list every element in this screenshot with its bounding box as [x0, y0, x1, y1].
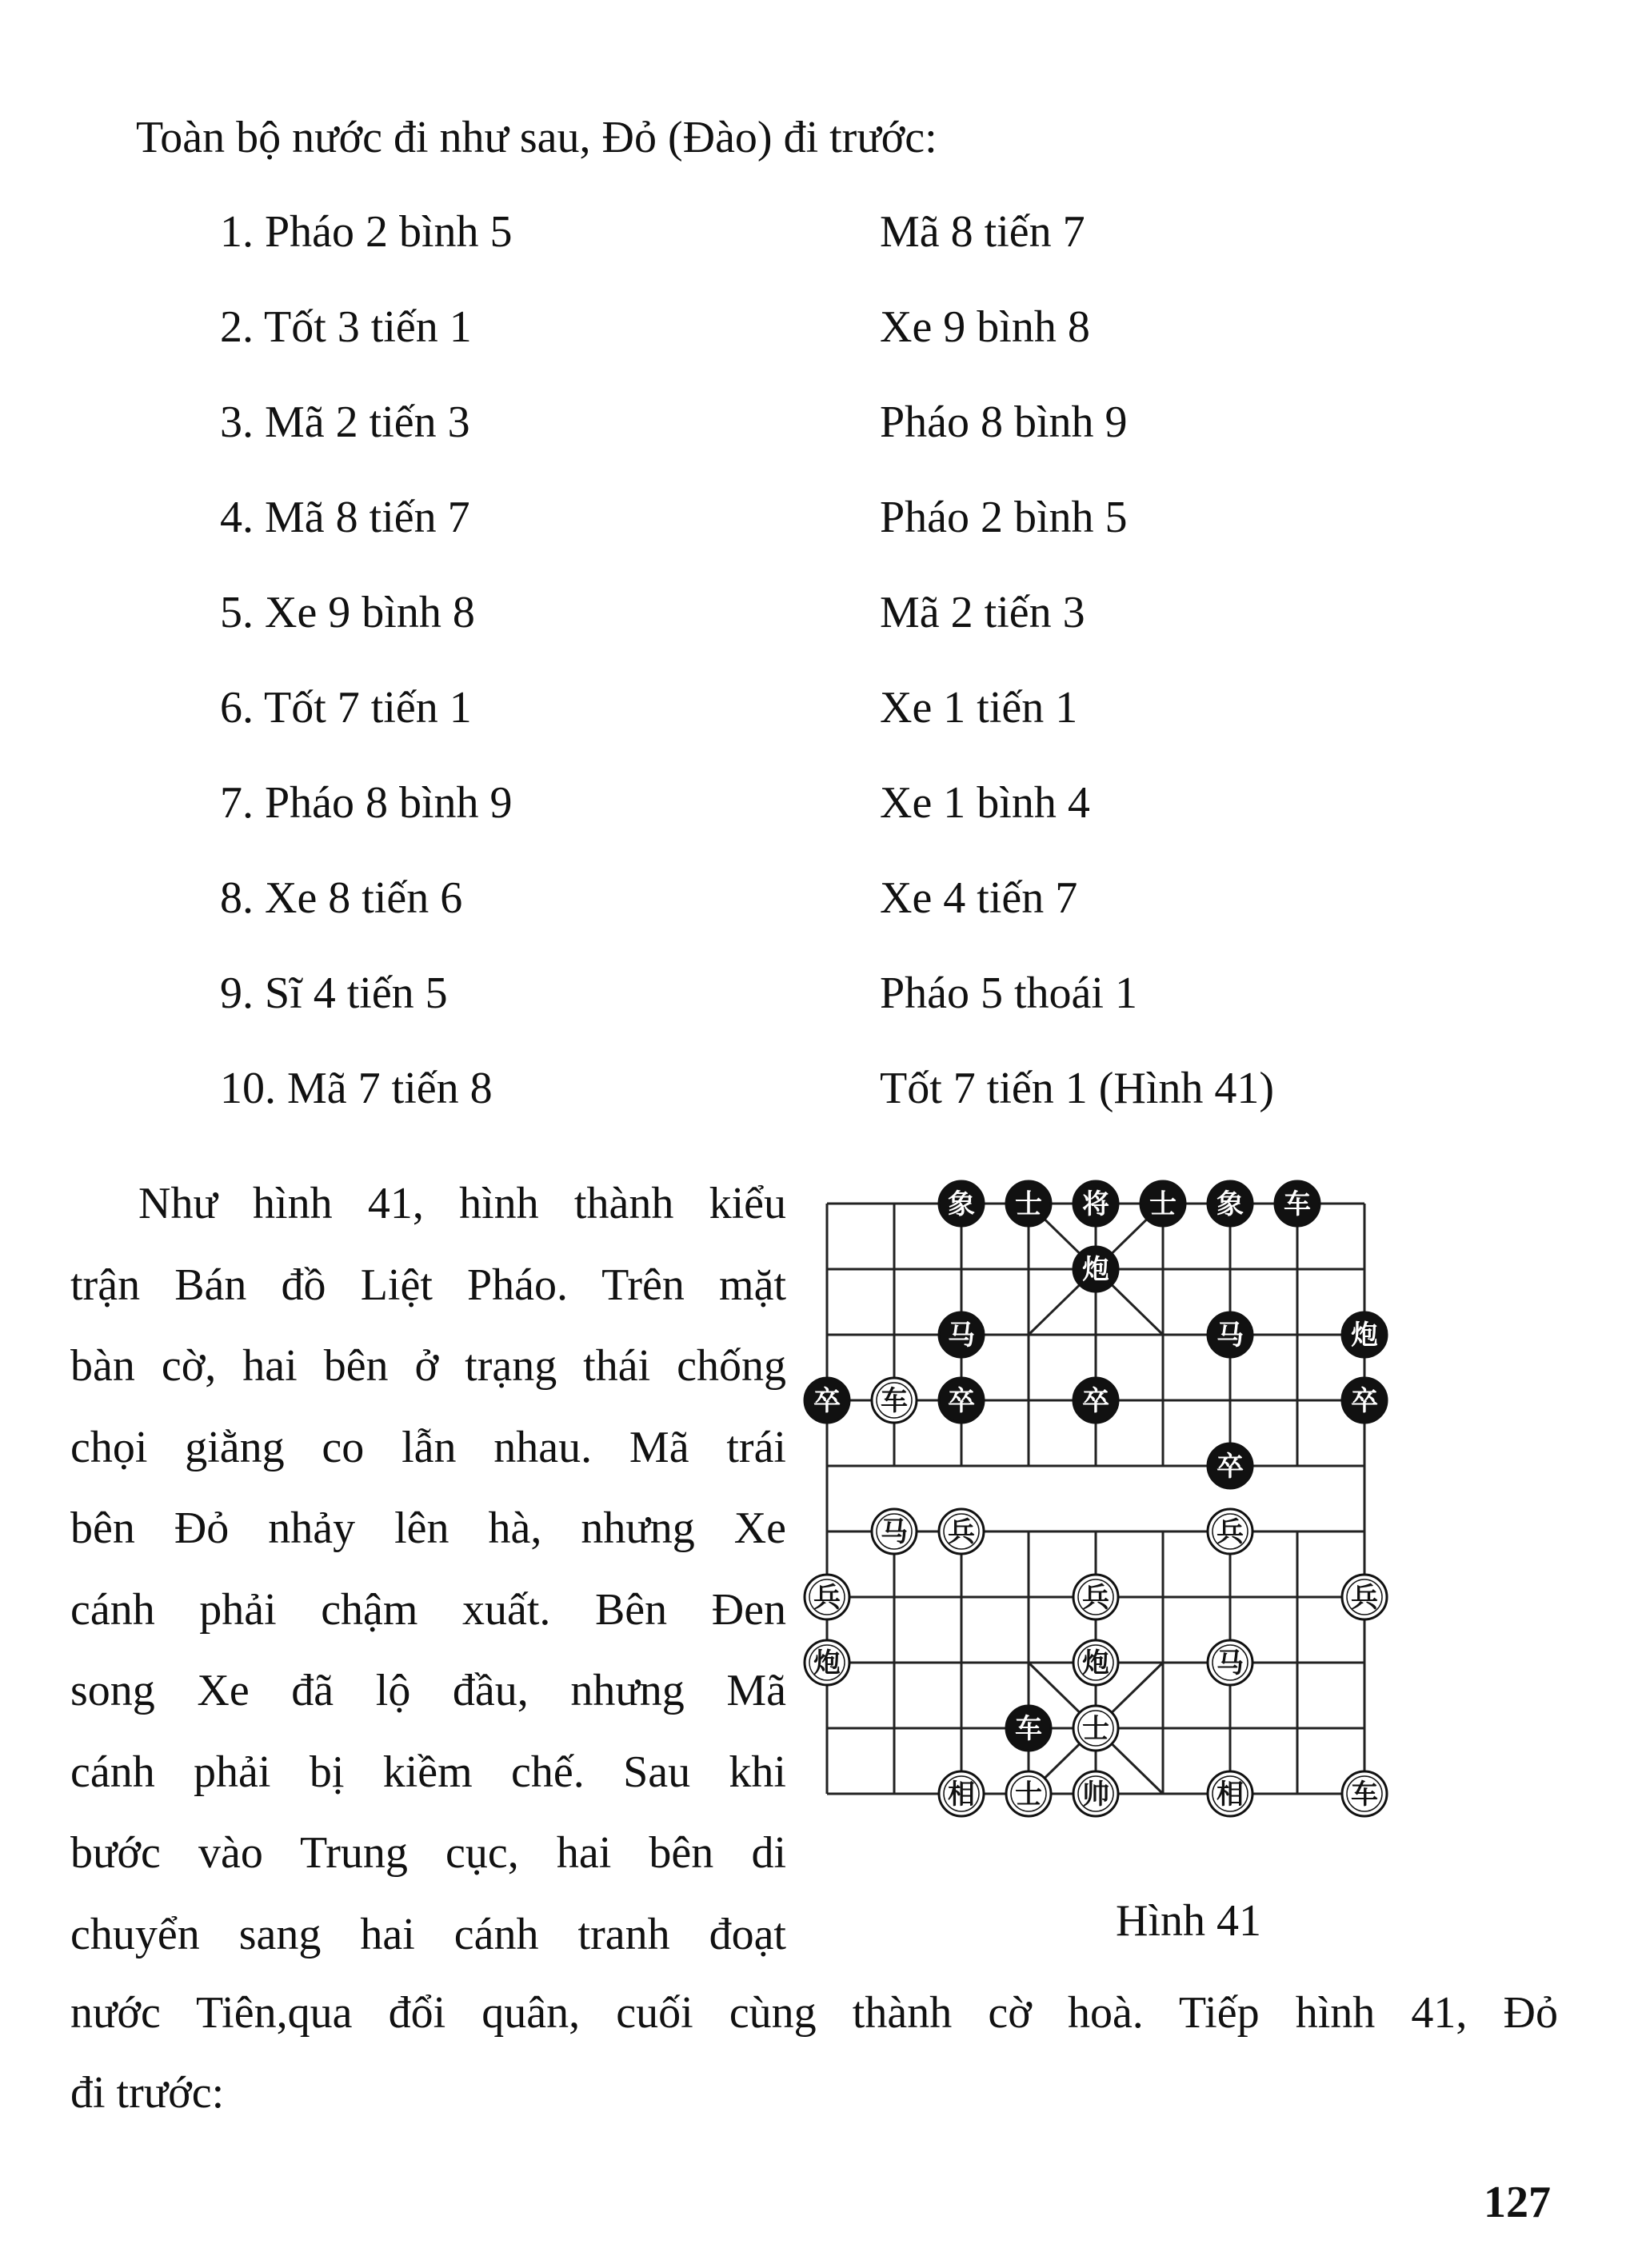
piece-label: 炮 [813, 1647, 841, 1679]
move-red: 4. Mã 8 tiến 7 [220, 493, 470, 542]
piece-label: 车 [881, 1385, 908, 1417]
move-black: Tốt 7 tiến 1 (Hình 41) [880, 1064, 1275, 1113]
paragraph-line: chuyển sang hai cánh tranh đoạt [70, 1909, 786, 1959]
intro-line: Toàn bộ nước đi như sau, Đỏ (Đào) đi trước: [136, 113, 937, 162]
piece-label: 象 [948, 1188, 975, 1220]
move-row [0, 206, 1638, 301]
piece-label: 士 [1015, 1188, 1042, 1220]
move-row [0, 968, 1638, 1063]
piece-label: 士 [1015, 1779, 1042, 1811]
move-black: Mã 2 tiến 3 [880, 588, 1085, 637]
paragraph-line: bên Đỏ nhảy lên hà, nhưng Xe [70, 1503, 786, 1553]
move-row [0, 587, 1638, 682]
move-list [0, 206, 1638, 1158]
paragraph-line: Như hình 41, hình thành kiểu [138, 1179, 786, 1228]
move-black: Pháo 8 bình 9 [880, 397, 1128, 447]
piece-label: 兵 [813, 1582, 841, 1614]
move-row [0, 872, 1638, 968]
move-red: 1. Pháo 2 bình 5 [220, 207, 513, 257]
piece-label: 马 [1217, 1647, 1244, 1679]
move-black: Mã 8 tiến 7 [880, 207, 1085, 257]
piece-label: 卒 [1351, 1385, 1378, 1417]
piece-label: 车 [1284, 1188, 1311, 1220]
piece-label: 卒 [948, 1385, 975, 1417]
piece-label: 相 [948, 1779, 975, 1811]
piece-label: 车 [1015, 1713, 1042, 1745]
commentary-paragraph [70, 1164, 786, 1975]
paragraph-line: song Xe đã lộ đầu, nhưng Mã [70, 1666, 786, 1715]
move-red: 5. Xe 9 bình 8 [220, 588, 475, 637]
move-row [0, 301, 1638, 397]
move-black: Xe 4 tiến 7 [880, 873, 1078, 923]
piece-label: 马 [1217, 1320, 1244, 1352]
move-row [0, 397, 1638, 492]
move-row [0, 682, 1638, 777]
paragraph-line: nước Tiên,qua đổi quân, cuối cùng thành cờ hoà. Tiếp hình 41, Đỏ [70, 1988, 1558, 2038]
page-number: 127 [1484, 2178, 1551, 2227]
piece-label: 马 [948, 1320, 975, 1352]
piece-label: 士 [1149, 1188, 1177, 1220]
move-red: 2. Tốt 3 tiến 1 [220, 302, 472, 352]
piece-label: 象 [1217, 1188, 1244, 1220]
move-red: 10. Mã 7 tiến 8 [220, 1064, 493, 1113]
figure-caption: Hình 41 [1116, 1896, 1261, 1946]
paragraph-line: chọi giằng co lẫn nhau. Mã trái [70, 1422, 786, 1472]
paragraph-line: cánh phải bị kiềm chế. Sau khi [70, 1747, 786, 1797]
move-black: Xe 1 tiến 1 [880, 683, 1078, 733]
piece-label: 炮 [1082, 1254, 1109, 1286]
paragraph-line: trận Bán đồ Liệt Pháo. Trên mặt [70, 1260, 786, 1310]
piece-label: 兵 [1082, 1582, 1109, 1614]
move-red: 6. Tốt 7 tiến 1 [220, 683, 472, 733]
xiangqi-board [813, 1120, 1472, 1831]
paragraph-line: bàn cờ, hai bên ở trạng thái chống [70, 1341, 786, 1391]
move-row [0, 777, 1638, 872]
move-black: Xe 1 bình 4 [880, 778, 1090, 828]
piece-label: 卒 [1217, 1451, 1244, 1483]
piece-label: 车 [1351, 1779, 1378, 1811]
continuation-paragraph [70, 1973, 1558, 2133]
piece-label: 炮 [1351, 1320, 1378, 1352]
piece-label: 卒 [813, 1385, 841, 1417]
piece-label: 卒 [1082, 1385, 1109, 1417]
piece-label: 相 [1217, 1779, 1244, 1811]
paragraph-line: đi trước: [70, 2068, 225, 2118]
move-red: 8. Xe 8 tiến 6 [220, 873, 463, 923]
piece-label: 将 [1082, 1188, 1109, 1220]
move-red: 9. Sĩ 4 tiến 5 [220, 968, 448, 1018]
piece-label: 炮 [1082, 1647, 1109, 1679]
move-black: Pháo 5 thoái 1 [880, 968, 1137, 1018]
paragraph-line: bước vào Trung cục, hai bên di [70, 1828, 786, 1878]
xiangqi-figure [813, 1120, 1472, 1831]
piece-label: 帅 [1082, 1779, 1109, 1811]
piece-label: 马 [881, 1516, 908, 1548]
move-row [0, 492, 1638, 587]
piece-label: 兵 [948, 1516, 975, 1548]
piece-label: 士 [1082, 1713, 1109, 1745]
move-black: Pháo 2 bình 5 [880, 493, 1128, 542]
move-black: Xe 9 bình 8 [880, 302, 1090, 352]
paragraph-line: cánh phải chậm xuất. Bên Đen [70, 1584, 786, 1635]
move-red: 3. Mã 2 tiến 3 [220, 397, 470, 447]
piece-label: 兵 [1351, 1582, 1378, 1614]
move-red: 7. Pháo 8 bình 9 [220, 778, 513, 828]
piece-label: 兵 [1217, 1516, 1244, 1548]
